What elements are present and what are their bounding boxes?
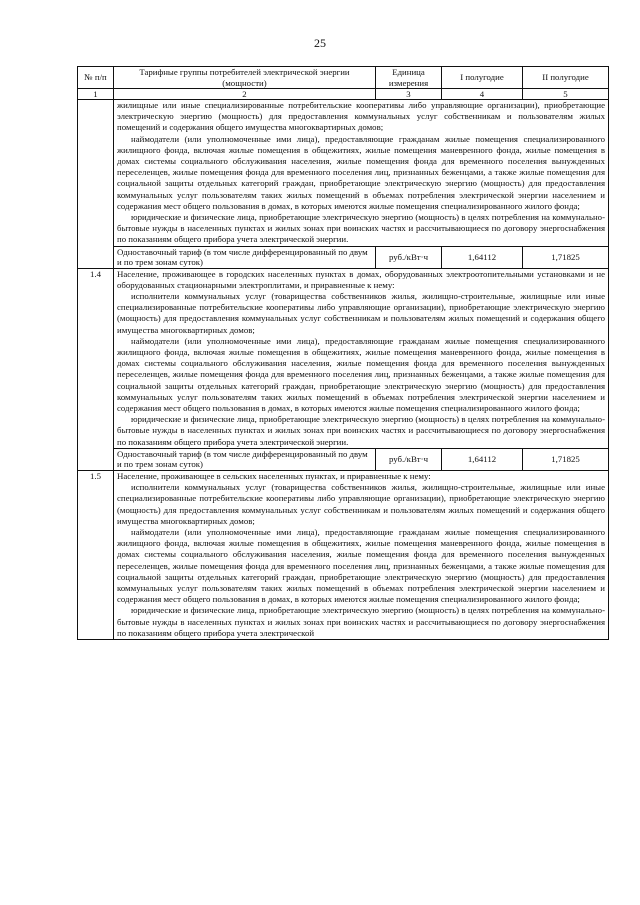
column-numbers-row (78, 89, 609, 100)
tariff-h2: 1,71825 (523, 448, 609, 470)
tariff-row (78, 246, 609, 268)
paragraph: исполнители коммунальных услуг (товарищества собственников жилья, жилищно-строительные, жилищные или иные специализированные потребительские кооперативы либо управляющие организации), приобретающие электрическую энергию (мощность) для предоставления коммунальных услуг собственникам и пользователям жилых помещений и содержания общего имущества многоквартирных домов; (117, 291, 605, 335)
col-number: 3 (376, 89, 442, 100)
header-group: Тарифные группы потребителей электрической энергии (мощности) (114, 67, 376, 89)
paragraph: Население, проживающее в городских населенных пунктах в домах, оборудованных электроотопительными установками и не оборудованных стационарными электроплитами, и приравненные к нему: (117, 268, 605, 290)
row-number: 1.5 (78, 470, 114, 639)
paragraph: наймодатели (или уполномоченные ими лица), предоставляющие гражданам жилые помещения специализированного жилищного фонда, включая жилые помещения в общежитиях, жилые помещения маневренного фонда, жилые помещения в домах системы социального обслуживания населения, жилые помещения фонда для временного поселения вынужденных переселенцев, жилые помещения фонда для временного поселения лиц, признанных беженцами, а также жилые помещения для социальной защиты отдельных категорий граждан, приобретающие электрическую энергию (мощность) для предоставления коммунальных услуг пользователям таких жилых помещений в объемах потребления электрической энергии населением и содержания мест общего пользования в домах, в которых имеются жилые помещения специализированного жилого фонда; (117, 335, 605, 414)
header-h2: II полугодие (523, 67, 609, 89)
tariff-unit: руб./кВт·ч (376, 246, 442, 268)
paragraph: юридические и физические лица, приобретающие электрическую энергию (мощность) в целях потребления на коммунально-бытовые нужды в населенных пунктах и жилых зонах при воинских частях и рассчитывающиеся по договору энергоснабжения по показаниям общего прибора учета электрической (117, 605, 605, 638)
paragraph: Население, проживающее в сельских населенных пунктах, и приравненные к нему: (117, 470, 431, 481)
paragraph: исполнители коммунальных услуг (товарищества собственников жилья, жилищно-строительные, жилищные или иные специализированные потребительские кооперативы либо управляющие организации), приобретающие электрическую энергию (мощность) для предоставления коммунальных услуг собственникам и пользователям жилых помещений и содержания общего имущества многоквартирных домов; (117, 482, 605, 526)
header-h1: I полугодие (442, 67, 523, 89)
row-description (114, 470, 609, 639)
col-number: 1 (78, 89, 114, 100)
paragraph: юридические и физические лица, приобретающие электрическую энергию (мощность) в целях потребления на коммунально-бытовые нужды в населенных пунктах и жилых зонах при воинских частях и рассчитывающиеся по договору энергоснабжения по показаниям общего прибора учета электрической энергии. (117, 414, 605, 447)
paragraph: юридические и физические лица, приобретающие электрическую энергию (мощность) в целях потребления на коммунально-бытовые нужды в населенных пунктах и жилых зонах при воинских частях и рассчитывающиеся по договору энергоснабжения по показаниям общего прибора учета электрической энергии. (117, 212, 605, 245)
header-num: № п/п (78, 67, 114, 89)
row-number: 1.4 (78, 268, 114, 470)
row-description (114, 100, 609, 247)
tariff-h1: 1,64112 (442, 448, 523, 470)
row-number (78, 100, 114, 269)
tariff-unit: руб./кВт·ч (376, 448, 442, 470)
col-number: 2 (114, 89, 376, 100)
tariff-label: Одноставочный тариф (в том числе дифференцированный по двум и по трем зонам суток) (114, 448, 376, 470)
tariff-table (77, 66, 609, 640)
page-number: 25 (314, 36, 326, 50)
paragraph: наймодатели (или уполномоченные ими лица), предоставляющие гражданам жилые помещения специализированного жилищного фонда, включая жилые помещения в общежитиях, жилые помещения маневренного фонда, жилые помещения в домах системы социального обслуживания населения, жилые помещения фонда для временного поселения вынужденных переселенцев, жилые помещения фонда для временного поселения лиц, признанных беженцами, а также жилые помещения для социальной защиты отдельных категорий граждан, приобретающие электрическую энергию (мощность) для предоставления коммунальных услуг пользователям таких жилых помещений в объемах потребления электрической энергии населением и содержания мест общего пользования в домах, в которых имеются жилые помещения специализированного жилого фонда; (117, 133, 605, 211)
paragraph: жилищные или иные специализированные потребительские кооперативы либо управляющие организации), приобретающие электрическую энергию (мощность) для предоставления коммунальных услуг собственникам и пользователям жилых помещений и содержания общего имущества многоквартирных домов; (117, 100, 605, 133)
header-unit: Единица измерения (376, 67, 442, 89)
table-header-row (78, 67, 609, 89)
table-row (78, 100, 609, 247)
tariff-label: Одноставочный тариф (в том числе дифференцированный по двум и по трем зонам суток) (114, 246, 376, 268)
paragraph: наймодатели (или уполномоченные ими лица), предоставляющие гражданам жилые помещения специализированного жилищного фонда, включая жилые помещения в общежитиях, жилые помещения маневренного фонда, жилые помещения в домах системы социального обслуживания населения, жилые помещения фонда для временного поселения вынужденных переселенцев, жилые помещения фонда для временного поселения лиц, признанных беженцами, а также жилые помещения для социальной защиты отдельных категорий граждан, приобретающие электрическую энергию (мощность) для предоставления коммунальных услуг пользователям таких жилых помещений в объемах потребления электрической энергии населением и содержания мест общего пользования в домах, в которых имеются жилые помещения специализированного жилого фонда; (117, 526, 605, 605)
row-description (114, 268, 609, 448)
tariff-h1: 1,64112 (442, 246, 523, 268)
table-row (78, 470, 609, 639)
col-number: 5 (523, 89, 609, 100)
col-number: 4 (442, 89, 523, 100)
table-row (78, 268, 609, 448)
tariff-row (78, 448, 609, 470)
tariff-h2: 1,71825 (523, 246, 609, 268)
